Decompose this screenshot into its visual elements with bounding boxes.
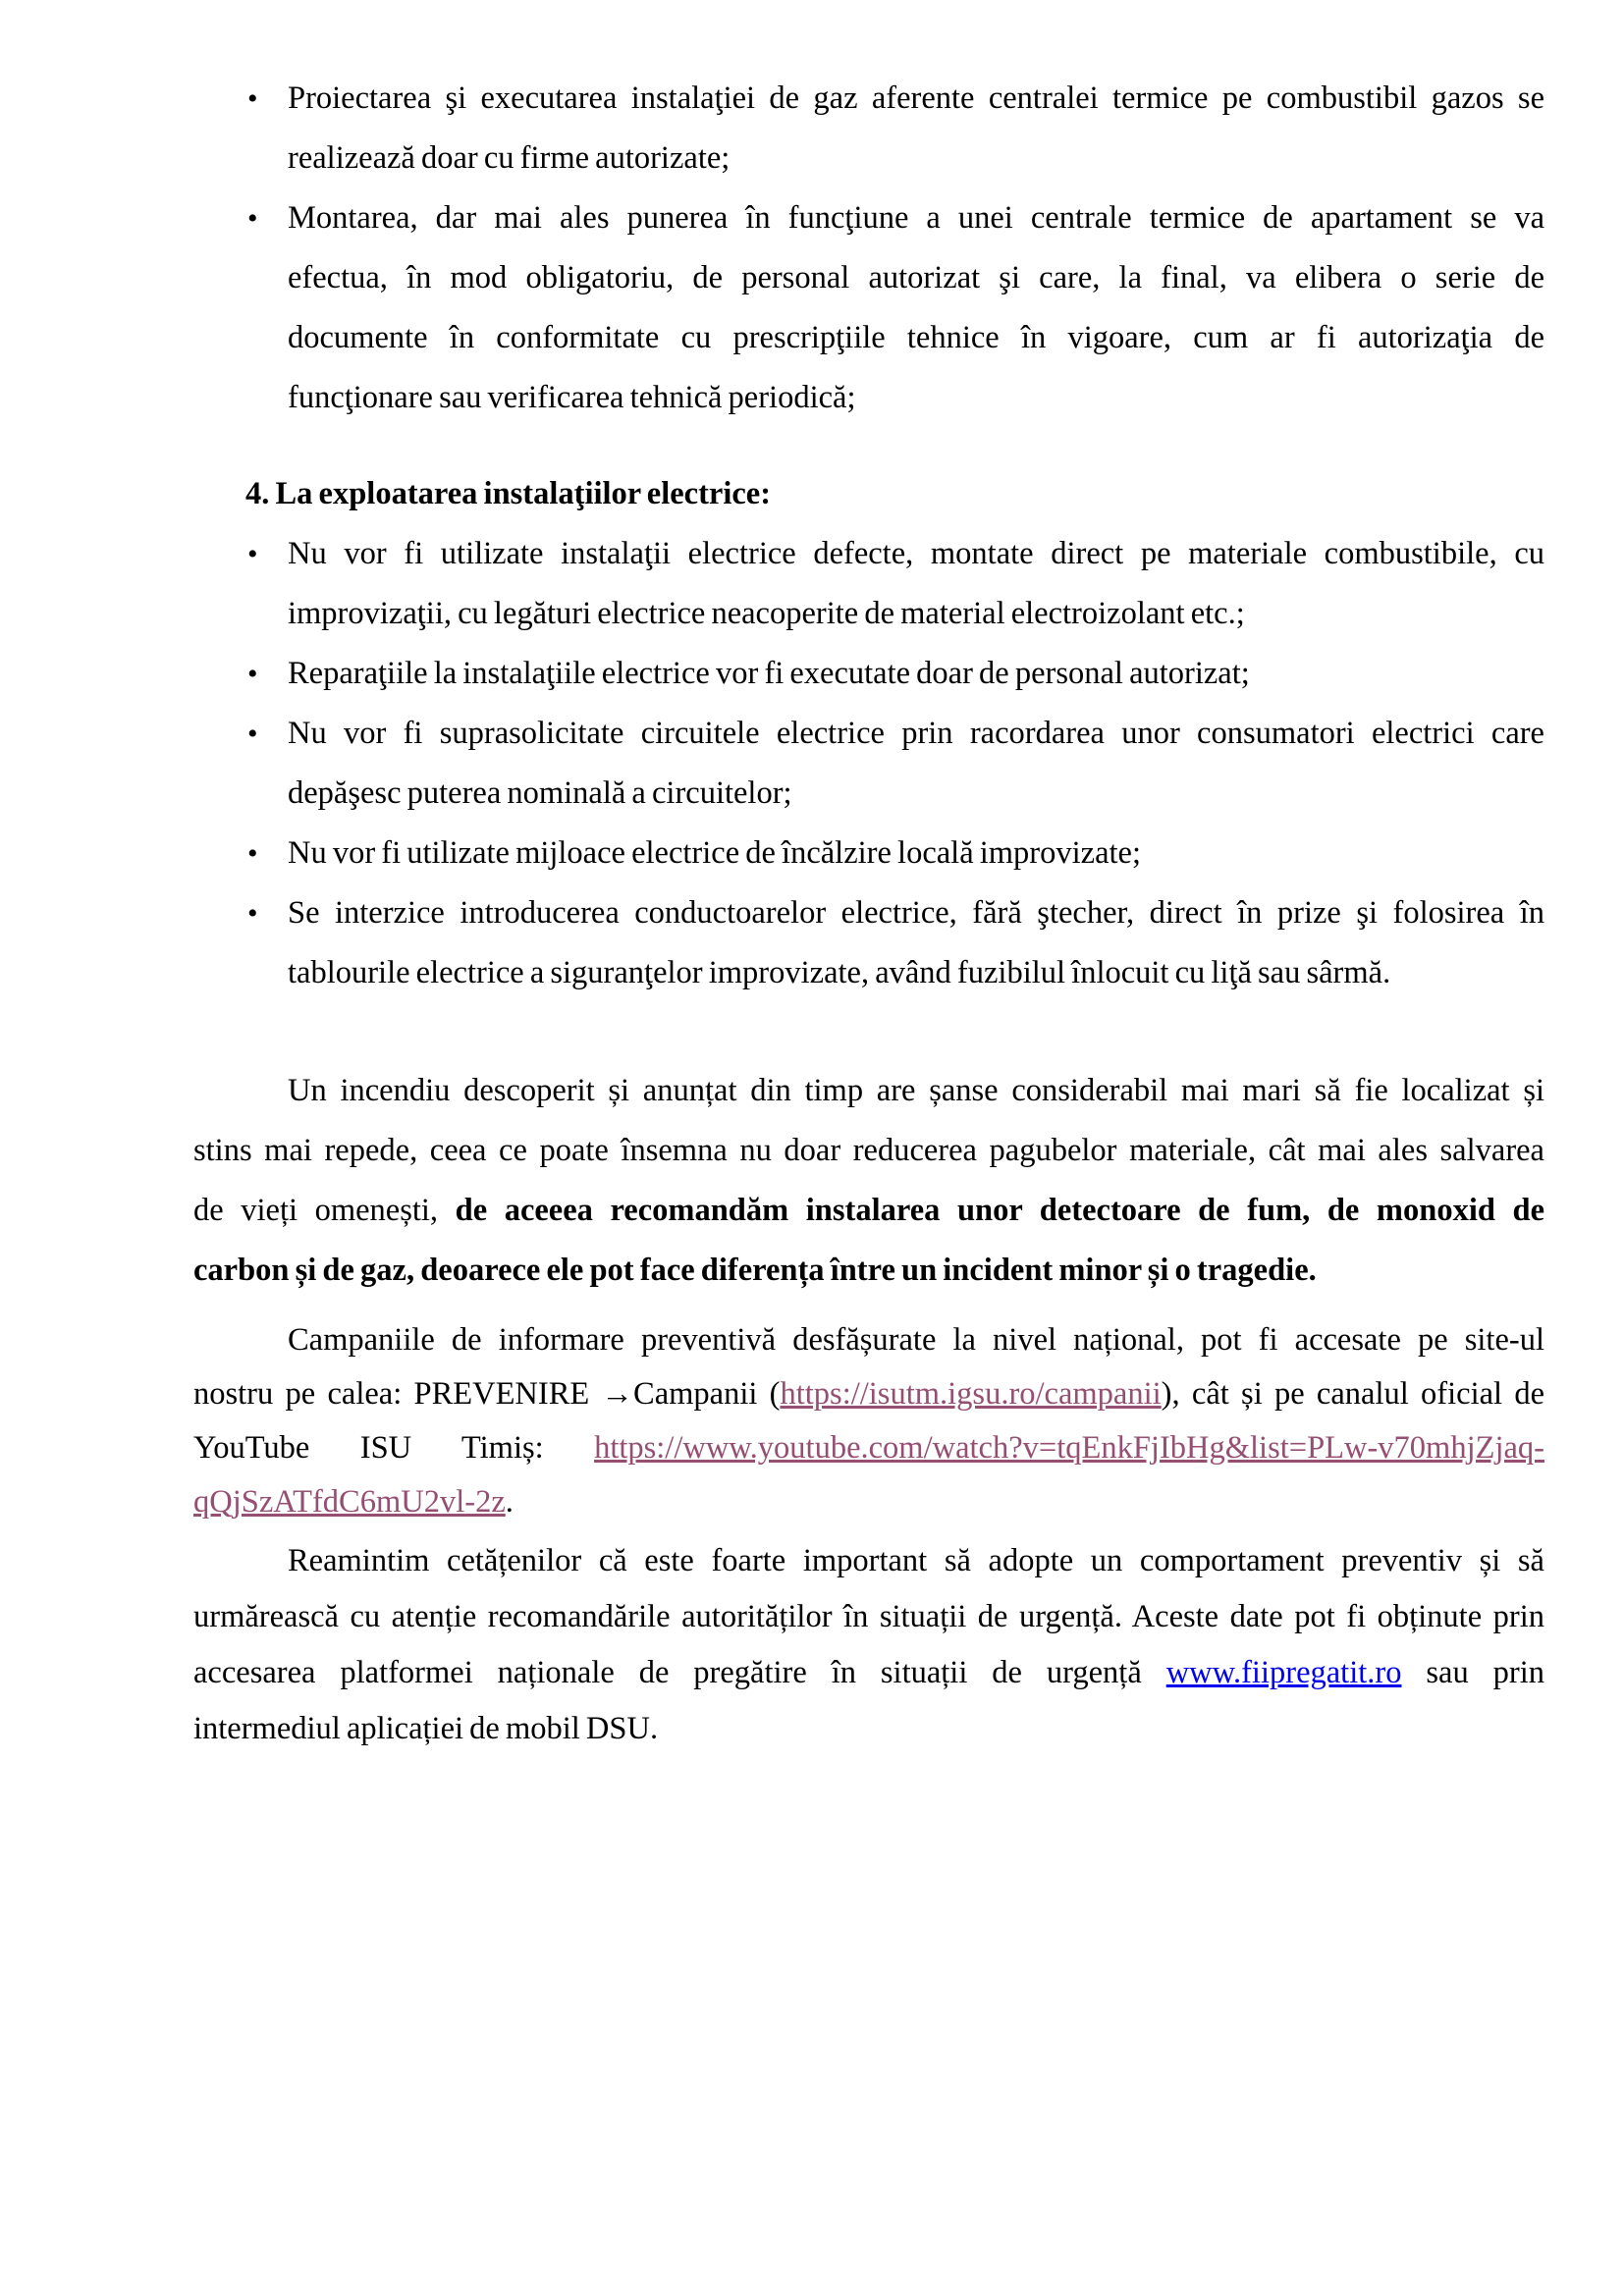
- list-item: [193, 524, 1544, 644]
- text-run: Proiectarea şi executarea instalaţiei de gaz aferente centralei termice pe combustibil gazos se: [288, 80, 1544, 116]
- youtube-playlist-link[interactable]: qQjSzATfdC6mU2vl-2z: [193, 1484, 506, 1520]
- text-line: [193, 1421, 1544, 1475]
- section-heading-text: 4. La exploatarea instalaţiilor electrice:: [245, 476, 772, 511]
- text-line: [288, 764, 1544, 824]
- text-run: Nu vor fi suprasolicitate circuitele electrice prin racordarea unor consumatori electrici care: [288, 716, 1544, 751]
- text-line: [193, 1475, 1544, 1529]
- text-line: [288, 308, 1544, 368]
- text-run: efectua, în mod obligatoriu, de personal autorizat şi care, la final, va elibera o serie de: [288, 260, 1544, 295]
- list-item: [193, 188, 1544, 428]
- text-run: de vieți omenești,: [193, 1193, 456, 1228]
- bullet-icon: •: [247, 718, 258, 750]
- text-line: [288, 188, 1544, 248]
- text-run: urmărească cu atenție recomandările autorităților în situații de urgență. Aceste date pot fi obținute prin: [193, 1599, 1544, 1634]
- bullet-icon: •: [247, 658, 258, 690]
- list-item: [193, 69, 1544, 188]
- fiipregatit-link[interactable]: www.fiipregatit.ro: [1165, 1655, 1402, 1690]
- text-run: funcţionare sau verificarea tehnică periodică;: [288, 380, 856, 415]
- fire-detection-paragraph: [193, 1061, 1544, 1301]
- text-run: realizează doar cu firme autorizate;: [288, 140, 731, 176]
- text-line: [193, 1121, 1544, 1181]
- text-line: [288, 943, 1544, 1003]
- text-line: [193, 1533, 1544, 1589]
- bold-text-run: de aceeea recomandăm instalarea unor detectoare de fum, de monoxid de: [455, 1193, 1544, 1228]
- bullet-icon: •: [247, 538, 258, 570]
- text-line: [193, 1701, 1544, 1757]
- text-line: [193, 1589, 1544, 1645]
- text-line: [288, 129, 1544, 188]
- text-run: Se interzice introducerea conductoarelor electrice, fără ştecher, direct în prize şi folosirea în: [288, 895, 1544, 931]
- gas-installation-bullets: [193, 69, 1544, 428]
- text-run: Montarea, dar mai ales punerea în funcţiune a unei centrale termice de apartament se va: [288, 200, 1544, 236]
- text-run: Reamintim cetățenilor că este foarte important să adopte un comportament preventiv și să: [288, 1543, 1544, 1578]
- text-line: [288, 644, 1544, 704]
- text-run: improvizaţii, cu legături electrice neacoperite de material electroizolant etc.;: [288, 596, 1245, 631]
- bullet-icon: •: [247, 837, 258, 870]
- text-line: [288, 584, 1544, 644]
- text-line: [193, 1241, 1544, 1301]
- document-page: [193, 69, 1544, 1757]
- campaigns-paragraph: [193, 1313, 1544, 1529]
- text-run: .: [505, 1484, 514, 1520]
- text-line: [288, 824, 1544, 883]
- bullet-icon: •: [247, 897, 258, 930]
- bullet-icon: •: [247, 202, 258, 235]
- text-line: [193, 1645, 1544, 1701]
- text-line: [193, 1181, 1544, 1241]
- text-run: Campaniile de informare preventivă desfășurate la nivel național, pot fi accesate pe site-ul: [288, 1322, 1544, 1358]
- text-run: Nu vor fi utilizate mijloace electrice de încălzire locală improvizate;: [288, 835, 1141, 871]
- text-line: [288, 883, 1544, 943]
- text-line: [288, 69, 1544, 129]
- text-run: depăşesc puterea nominală a circuitelor;: [288, 775, 792, 811]
- text-run: Reparaţiile la instalaţiile electrice vor fi executate doar de personal autorizat;: [288, 656, 1250, 691]
- text-line: [288, 704, 1544, 764]
- text-line: [288, 524, 1544, 584]
- text-run: intermediul aplicației de mobil DSU.: [193, 1711, 659, 1746]
- list-item: [193, 824, 1544, 883]
- list-item: [193, 883, 1544, 1003]
- text-run: documente în conformitate cu prescripţiile tehnice în vigoare, cum ar fi autorizaţia de: [288, 320, 1544, 355]
- text-line: [193, 1061, 1544, 1121]
- text-line: [193, 1313, 1544, 1367]
- text-line: [288, 248, 1544, 308]
- electrical-installation-bullets: [193, 524, 1544, 1003]
- bold-text-run: carbon și de gaz, deoarece ele pot face diferența între un incident minor și o tragedie.: [193, 1253, 1317, 1288]
- bullet-icon: •: [247, 82, 258, 115]
- section-4-heading: [245, 464, 1544, 524]
- list-item: [193, 704, 1544, 824]
- list-item: [193, 644, 1544, 704]
- text-run: Nu vor fi utilizate instalaţii electrice defecte, montate direct pe materiale combustibile, cu: [288, 536, 1544, 571]
- text-run: accesarea platformei naționale de pregătire în situații de urgență: [193, 1655, 1166, 1690]
- text-run: Un incendiu descoperit și anunțat din timp are șanse considerabil mai mari să fie localizat și: [288, 1073, 1544, 1108]
- text-run: sau prin: [1401, 1655, 1544, 1690]
- text-run: stins mai repede, ceea ce poate însemna nu doar reducerea pagubelor materiale, cât mai ales salvarea: [193, 1133, 1544, 1168]
- text-run: YouTube ISU Timiș:: [193, 1430, 595, 1466]
- text-run: nostru pe calea: PREVENIRE →Campanii (: [193, 1376, 781, 1412]
- campanii-link[interactable]: https://isutm.igsu.ro/campanii: [780, 1376, 1162, 1412]
- youtube-playlist-link[interactable]: https://www.youtube.com/watch?v=tqEnkFjIbHg&list=PLw-v70mhjZjaq-: [594, 1430, 1544, 1466]
- reminder-paragraph: [193, 1533, 1544, 1757]
- text-line: [288, 368, 1544, 428]
- text-line: [193, 1367, 1544, 1421]
- text-run: ), cât și pe canalul oficial de: [1161, 1376, 1544, 1412]
- text-run: tablourile electrice a siguranţelor improvizate, având fuzibilul înlocuit cu liţă sau sârmă.: [288, 955, 1391, 990]
